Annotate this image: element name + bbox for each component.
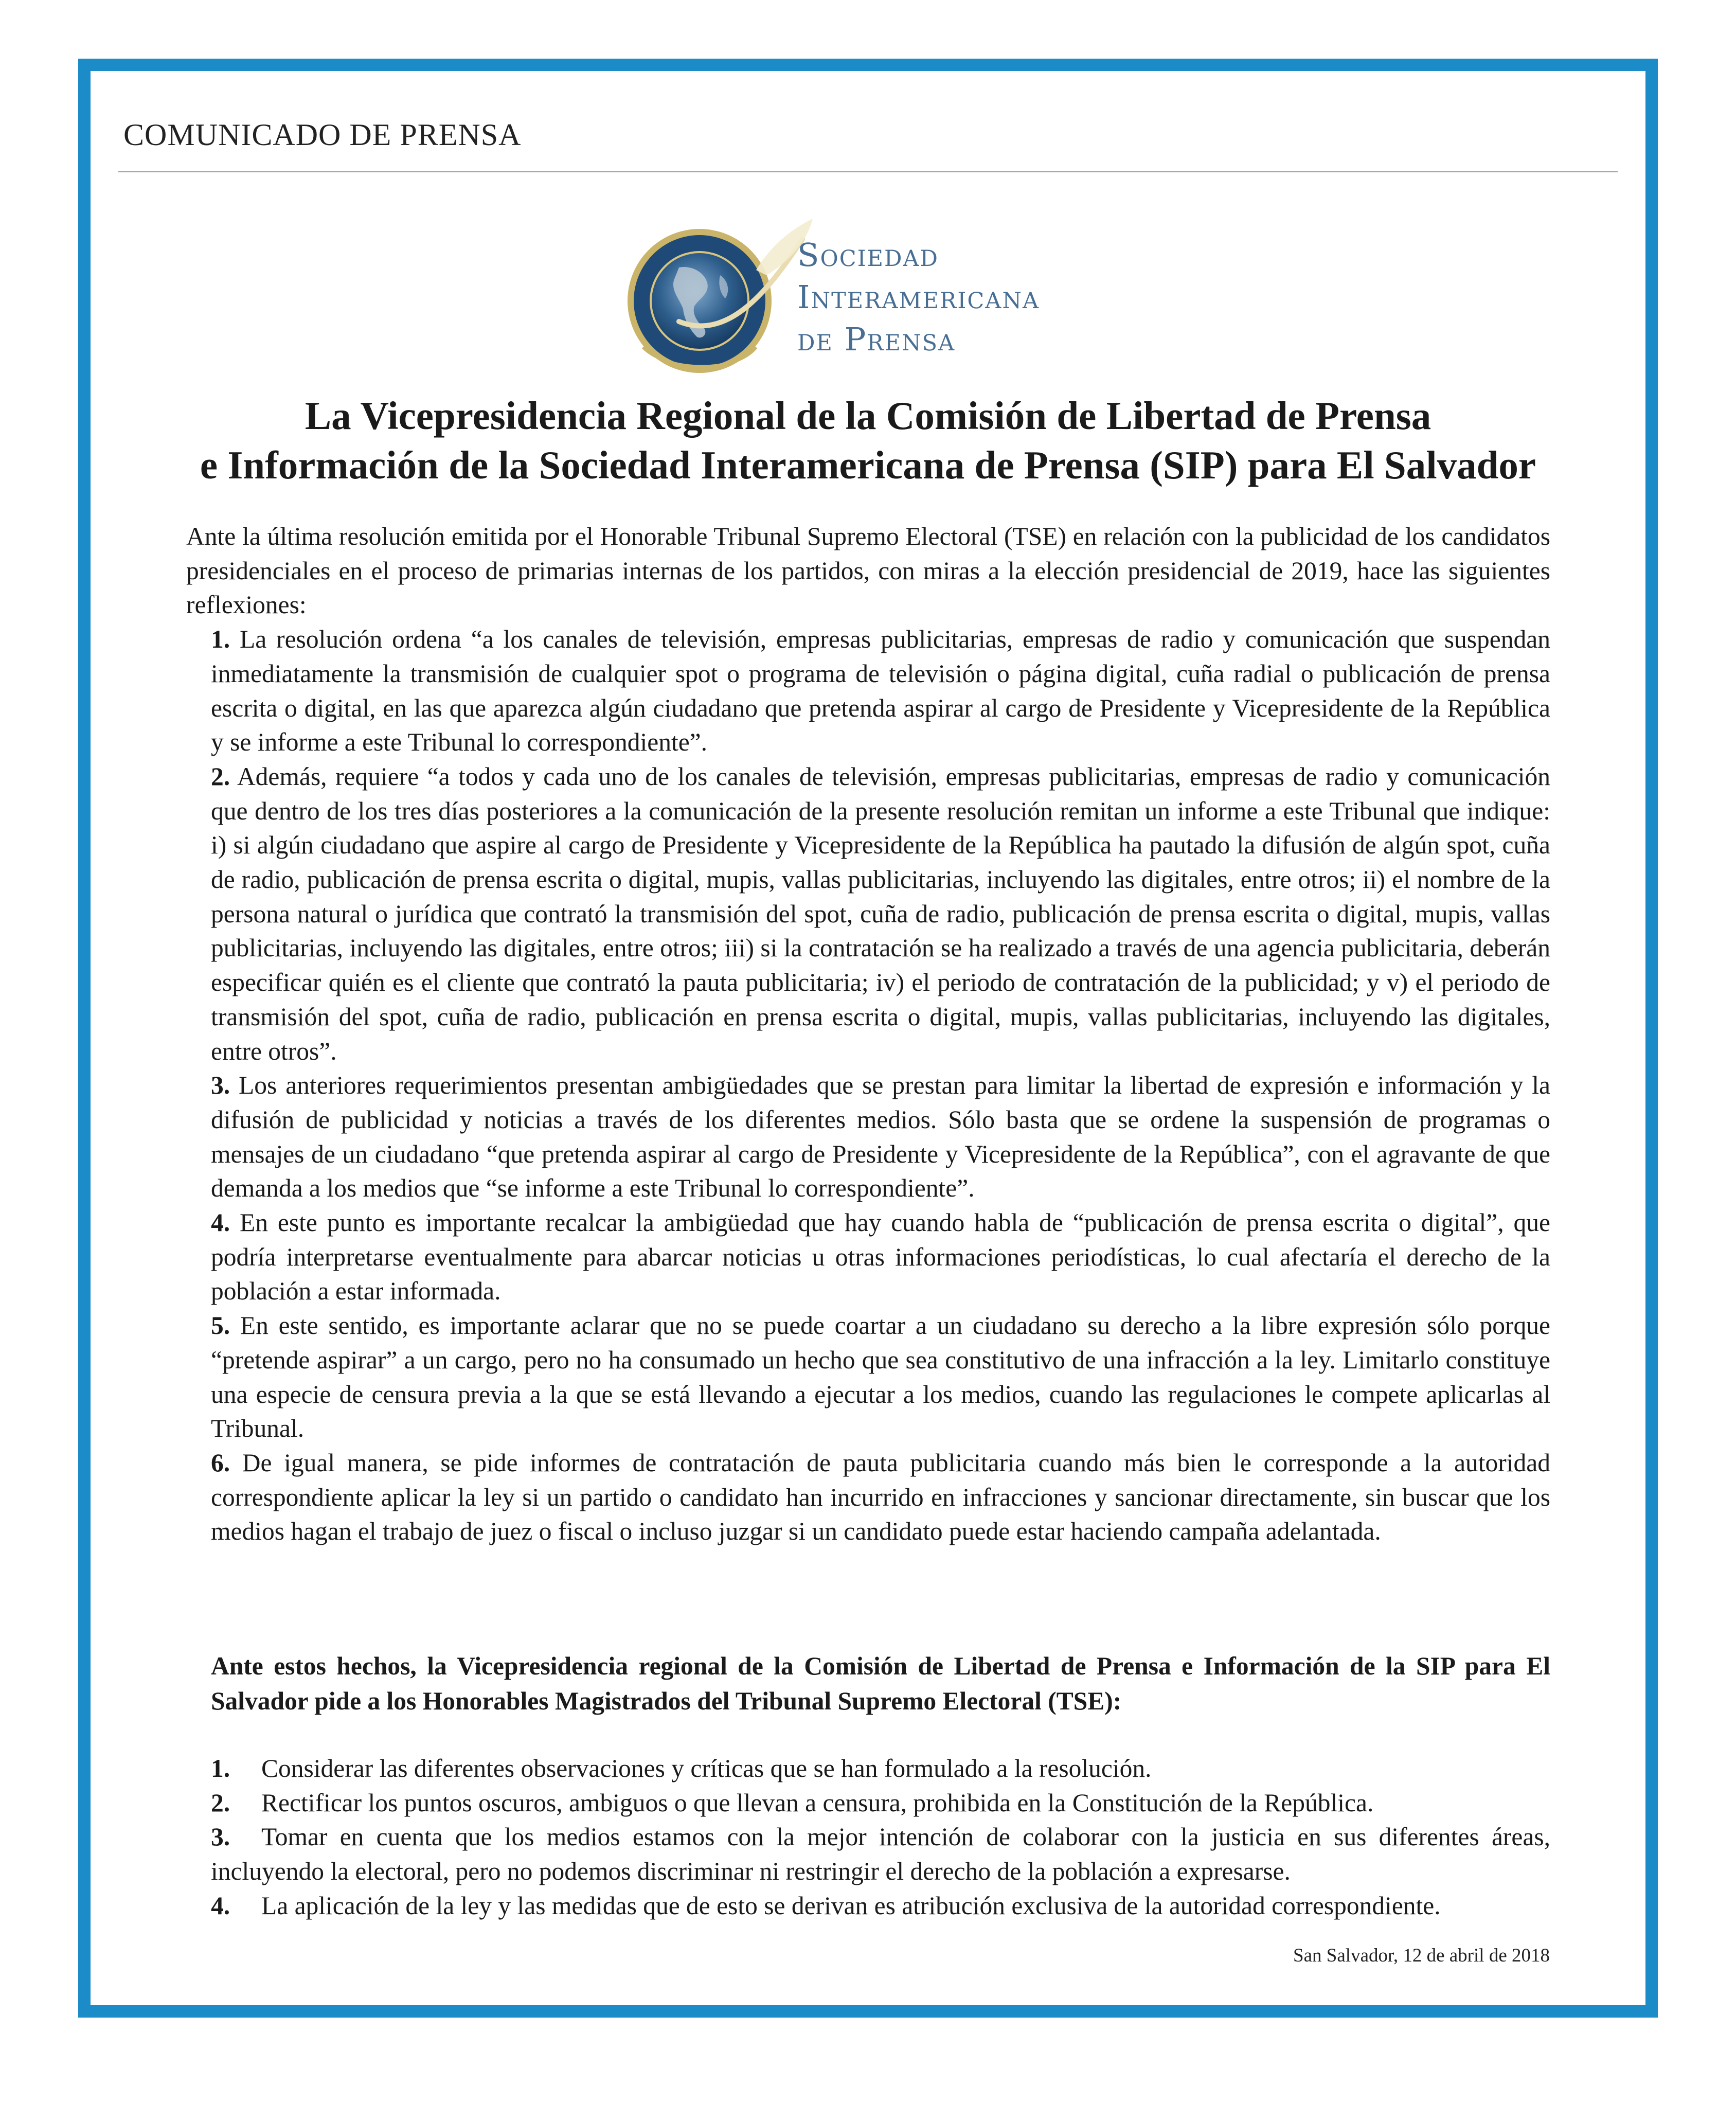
title-line-2: e Información de la Sociedad Interamericana de Prensa (SIP) para El Salvador xyxy=(200,443,1536,487)
request-4 xyxy=(211,1889,1550,1923)
point-text: Además, requiere “a todos y cada uno de los canales de televisión, empresas publicitarias, empresas de radio y comunicación que dentro de los tres días posteriores a la comunicación de la presente resolución remitan un informe a este Tribunal que indique: i) si algún ciudadano que aspire al cargo de Presidente y Vicepresidente de la República ha pautado la difusión de algún spot, cuña de radio, publicación de prensa escrita o digital, mupis, vallas publicitarias, incluyendo las digitales, entre otros; ii) el nombre de la persona natural o jurídica que contrató la transmisión del spot, cuña de radio, publicación de prensa escrita o digital, mupis, vallas publicitarias, incluyendo las digitales, entre otros; iii) si la contratación se ha realizado a través de una agencia publicitaria, deberán especificar quién es el cliente que contrató la pauta publicitaria; iv) el periodo de contratación de la publicidad; y v) el periodo de transmisión del spot, cuña de radio, publicación en prensa escrita o digital, mupis, vallas publicitarias, incluyendo las digitales, entre otros”. xyxy=(211,762,1550,1065)
point-number: 2. xyxy=(211,762,230,791)
point-5 xyxy=(186,1309,1550,1446)
request-text: Tomar en cuenta que los medios estamos con la mejor intención de colaborar con la justicia en sus diferentes áreas, incluyendo la electoral, pero no podemos discriminar ni restringir el derecho de la población a expresarse. xyxy=(211,1823,1550,1886)
request-1 xyxy=(211,1752,1550,1786)
request-number: 4. xyxy=(211,1891,230,1920)
closing-text: Ante estos hechos, la Vicepresidencia regional de la Comisión de Libertad de Prensa e Información de la SIP para El Salvador pide a los Honorables Magistrados del Tribunal Supremo Electoral (TSE): xyxy=(211,1652,1550,1715)
point-text: De igual manera, se pide informes de contratación de pauta publicitaria cuando más bien le corresponde a la autoridad correspondiente aplicar la ley si un partido o candidato han incurrido en infracciones y sancionar directamente, sin buscar que los medios hagan el trabajo de juez o fiscal o incluso juzgar si un candidato puede estar haciendo campaña adelantada. xyxy=(211,1448,1550,1546)
point-number: 5. xyxy=(211,1311,230,1340)
document-type-label: COMUNICADO DE PRENSA xyxy=(123,118,522,152)
logo-line-3: de Prensa xyxy=(797,320,956,358)
logo-wordmark xyxy=(797,234,1040,361)
title-line-1: La Vicepresidencia Regional de la Comisión de Libertad de Prensa xyxy=(305,394,1431,438)
request-number: 2. xyxy=(211,1788,230,1817)
header-divider xyxy=(118,171,1618,172)
request-3 xyxy=(211,1820,1550,1888)
closing-statement xyxy=(211,1649,1550,1719)
requests-list xyxy=(211,1752,1550,1923)
point-number: 4. xyxy=(211,1208,230,1237)
page-title xyxy=(103,391,1633,490)
request-2 xyxy=(211,1786,1550,1821)
logo-line-2: Interamericana xyxy=(797,278,1040,316)
point-1 xyxy=(186,622,1550,760)
document-body xyxy=(186,520,1550,1549)
point-number: 3. xyxy=(211,1071,230,1100)
point-text: La resolución ordena “a los canales de televisión, empresas publicitarias, empresas de radio y comunicación que suspendan inmediatamente la transmisión de cualquier spot o programa de televisión o página digital, cuña radial o publicación de prensa escrita o digital, en las que aparezca algún ciudadano que pretenda aspirar al cargo de Presidente y Vicepresidente de la República y se informe a este Tribunal lo correspondiente”. xyxy=(211,625,1550,757)
request-text: La aplicación de la ley y las medidas que de esto se derivan es atribución exclusiva de la autoridad correspondiente. xyxy=(261,1891,1441,1920)
point-text: En este punto es importante recalcar la ambigüedad que hay cuando habla de “publicación de prensa escrita o digital”, que podría interpretarse eventualmente para abarcar noticias u otras informaciones periodísticas, lo cual afectaría el derecho de la población a estar informada. xyxy=(211,1208,1550,1306)
point-number: 6. xyxy=(211,1448,230,1477)
logo-line-1: Sociedad xyxy=(797,236,939,274)
intro-paragraph: Ante la última resolución emitida por el Honorable Tribunal Supremo Electoral (TSE) en relación con la publicidad de los candidatos presidenciales en el proceso de primarias internas de los partidos, con miras a la elección presidencial de 2019, hace las siguientes reflexiones: xyxy=(186,522,1550,619)
point-4 xyxy=(186,1206,1550,1309)
request-text: Rectificar los puntos oscuros, ambiguos o que llevan a censura, prohibida en la Constitución de la República. xyxy=(261,1788,1374,1817)
footer-date: San Salvador, 12 de abril de 2018 xyxy=(1293,1945,1550,1966)
request-number: 1. xyxy=(211,1754,230,1782)
point-number: 1. xyxy=(211,625,230,654)
point-6 xyxy=(186,1446,1550,1549)
point-3 xyxy=(186,1068,1550,1206)
point-text: Los anteriores requerimientos presentan ambigüedades que se prestan para limitar la libertad de expresión e información y la difusión de publicidad y noticias a través de los diferentes medios. Sólo basta que se ordene la suspensión de programas o mensajes de un ciudadano “que pretenda aspirar al cargo de Presidente y Vicepresidente de la República”, con el agravante de que demanda a los medios que “se informe a este Tribunal lo correspondiente”. xyxy=(211,1071,1550,1203)
point-text: En este sentido, es importante aclarar que no se puede coartar a un ciudadano su derecho a la libre expresión sólo porque “pretende aspirar” a un cargo, pero no ha consumado un hecho que sea constitutivo de una infracción a la ley. Limitarlo constituye una especie de censura previa a la que se está llevando a ejecutar a los medios, cuando las regulaciones le compete aplicarlas al Tribunal. xyxy=(211,1311,1550,1443)
request-text: Considerar las diferentes observaciones y críticas que se han formulado a la resolución. xyxy=(261,1754,1152,1782)
request-number: 3. xyxy=(211,1823,230,1851)
point-2 xyxy=(186,760,1550,1068)
